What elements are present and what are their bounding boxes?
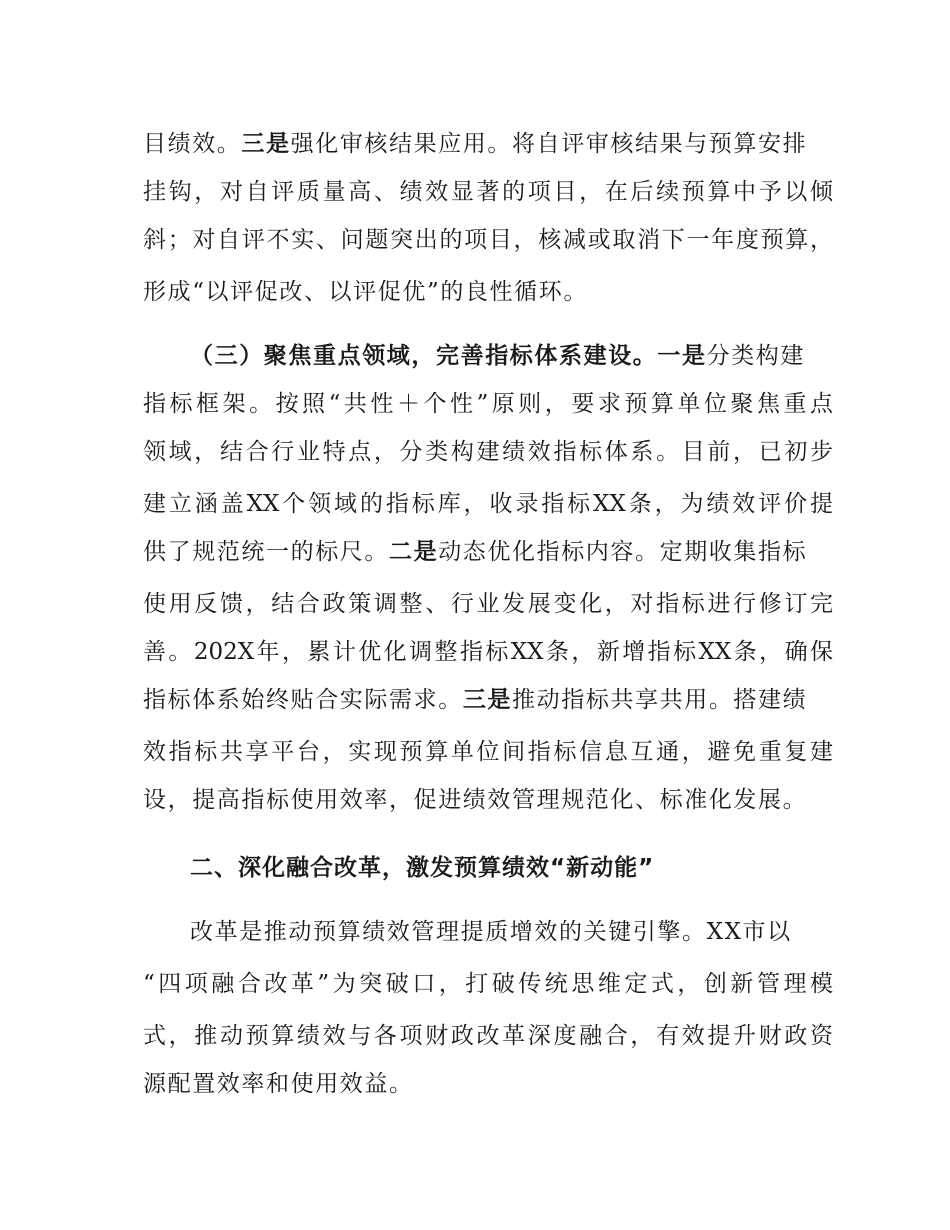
p3-line-3: 式，推动预算绩效与各项财政改革深度融合，有效提升财政资 [143, 1023, 833, 1049]
section-heading: 二、深化融合改革，激发预算绩效“新动能” [190, 855, 655, 881]
p2-line-3: 领域，结合行业特点，分类构建绩效指标体系。目前，已初步 [143, 439, 833, 465]
text-run: 目绩效。 [143, 131, 242, 157]
p2-line-8 [143, 685, 833, 715]
p1-line-2: 挂钩，对自评质量高、绩效显著的项目，在后续预算中予以倾 [143, 179, 833, 205]
p2-line-4: 建立涵盖XX个领域的指标库，收录指标XX条，为绩效评价提 [143, 491, 833, 517]
text-run: 分类构建 [706, 343, 806, 369]
bold-lead: 三是 [462, 687, 513, 713]
text-run: 推动指标共享共用。搭建绩 [512, 687, 808, 713]
bold-lead: 三是 [241, 131, 291, 157]
bold-lead: （三）聚焦重点领域，完善指标体系建设。一是 [190, 343, 707, 369]
p2-line-7: 善。202X年，累计优化调整指标XX条，新增指标XX条，确保 [143, 639, 833, 665]
p2-line-6: 使用反馈，结合政策调整、行业发展变化，对指标进行修订完 [143, 591, 833, 617]
text-run: 指标体系始终贴合实际需求。 [143, 687, 463, 713]
text-run: 供了规范统一的标尺。 [143, 539, 389, 565]
text-run: 动态优化指标内容。定期收集指标 [438, 539, 808, 565]
p3-line-1: 改革是推动预算绩效管理提质增效的关键引擎。XX市以 [190, 919, 792, 945]
p2-line-5 [143, 537, 833, 567]
p2-line-1 [190, 341, 833, 371]
p1-line-3: 斜；对自评不实、问题突出的项目，核减或取消下一年度预算， [143, 227, 833, 253]
p2-line-10: 设，提高指标使用效率，促进绩效管理规范化、标准化发展。 [143, 787, 808, 813]
text-run: 强化审核结果应用。将自评审核结果与预算安排 [290, 131, 808, 157]
p1-line-1 [143, 129, 833, 159]
p3-line-2: “四项融合改革”为突破口，打破传统思维定式，创新管理模 [143, 971, 833, 997]
p2-line-2: 指标框架。按照“共性＋个性”原则，要求预算单位聚焦重点 [143, 391, 833, 417]
p2-line-9: 效指标共享平台，实现预算单位间指标信息互通，避免重复建 [143, 739, 833, 765]
p3-line-4: 源配置效率和使用效益。 [143, 1071, 414, 1097]
p1-line-4: 形成“以评促改、以评促优”的良性循环。 [143, 279, 588, 305]
bold-lead: 二是 [389, 539, 439, 565]
